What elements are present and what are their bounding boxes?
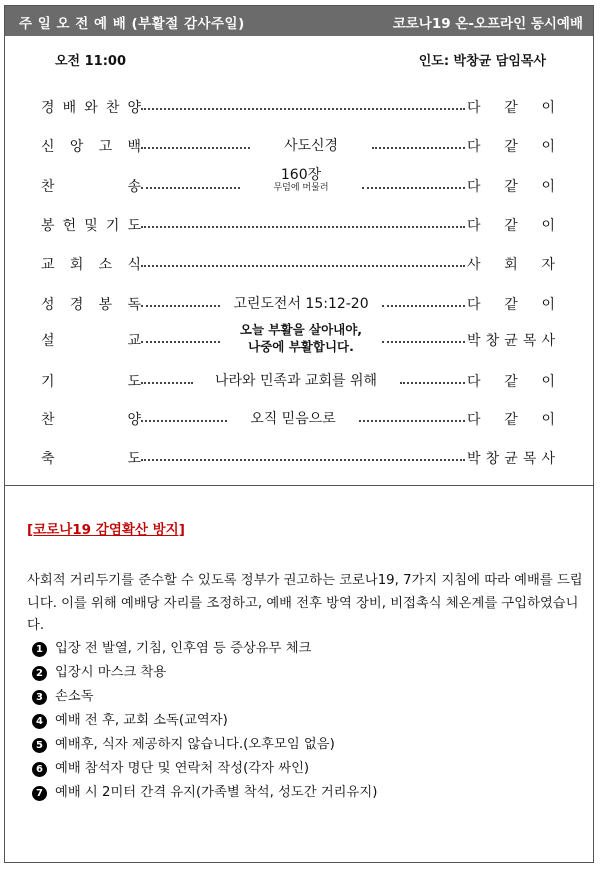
order-item-label: 찬 송 bbox=[41, 179, 141, 195]
order-row bbox=[41, 209, 555, 239]
number-badge-icon: 4 bbox=[32, 714, 47, 729]
dot-leader bbox=[141, 412, 227, 422]
dot-leader bbox=[141, 297, 220, 307]
order-item-person: 박 창 균 목 사 bbox=[467, 451, 555, 467]
dot-leader bbox=[141, 100, 465, 110]
list-item bbox=[32, 661, 592, 685]
order-item-label: 찬 양 bbox=[41, 412, 141, 428]
order-item-detail: 고린도전서 15:12-20 bbox=[233, 296, 369, 312]
number-badge-icon: 6 bbox=[32, 762, 47, 777]
order-item-detail: 오늘 부활을 살아내야, 나중에 부활합니다. bbox=[239, 322, 363, 354]
list-item bbox=[32, 733, 592, 757]
order-item-label: 신 앙 고 백 bbox=[41, 139, 141, 155]
bulletin-header bbox=[5, 6, 593, 36]
order-row bbox=[41, 365, 555, 395]
order-item-label: 설 교 bbox=[41, 333, 141, 349]
order-item-label: 축 도 bbox=[41, 451, 141, 467]
order-item-person: 다 같 이 bbox=[467, 139, 555, 155]
number-badge-icon: 7 bbox=[32, 786, 47, 801]
order-row bbox=[41, 130, 555, 160]
dot-leader bbox=[141, 374, 193, 384]
notice-paragraph: 사회적 거리두기를 준수할 수 있도록 정부가 권고하는 코로나19, 7가지 지침에 따라 예배를 드립니다. 이를 위해 예배당 자리를 조정하고, 예배 전후 방역 장비, 비접촉식 체온계를 구입하였습니다. bbox=[27, 573, 583, 633]
bulletin-sheet bbox=[4, 5, 594, 863]
dot-leader bbox=[362, 179, 465, 189]
order-item-label: 봉 헌 및 기 도 bbox=[41, 218, 141, 234]
dot-leader bbox=[382, 333, 465, 343]
order-item-detail: 사도신경 bbox=[283, 138, 339, 154]
dot-leader bbox=[372, 139, 465, 149]
number-badge-icon: 5 bbox=[32, 738, 47, 753]
list-item bbox=[32, 685, 592, 709]
order-item-person: 다 같 이 bbox=[467, 100, 555, 116]
dot-leader bbox=[400, 374, 466, 384]
rule-text: 예배후, 식자 제공하지 않습니다.(오후모임 없음) bbox=[55, 737, 335, 752]
section-divider bbox=[5, 485, 593, 486]
dot-leader bbox=[141, 257, 465, 267]
order-row bbox=[41, 403, 555, 433]
service-leader: 인도: 박창균 담임목사 bbox=[418, 54, 546, 69]
service-mode: 코로나19 온-오프라인 동시예배 bbox=[392, 16, 583, 32]
list-item bbox=[32, 757, 592, 781]
list-item bbox=[32, 781, 592, 805]
notice-title: [코로나19 감염확산 방지] bbox=[27, 522, 185, 538]
dot-leader bbox=[141, 333, 220, 343]
order-item-label: 교 회 소 식 bbox=[41, 257, 141, 273]
dot-leader bbox=[141, 139, 250, 149]
order-item-person: 박 창 균 목 사 bbox=[467, 333, 555, 349]
rule-text: 입장 전 발열, 기침, 인후염 등 증상유무 체크 bbox=[55, 641, 312, 656]
order-row bbox=[41, 288, 555, 318]
order-item-person: 다 같 이 bbox=[467, 374, 555, 390]
dot-leader bbox=[141, 451, 465, 461]
order-row bbox=[41, 248, 555, 278]
number-badge-icon: 1 bbox=[32, 642, 47, 657]
dot-leader bbox=[359, 412, 465, 422]
rule-text: 예배 참석자 명단 및 연락처 작성(각자 싸인) bbox=[55, 761, 310, 776]
order-item-person: 다 같 이 bbox=[467, 297, 555, 313]
dot-leader bbox=[141, 218, 465, 228]
order-row bbox=[41, 91, 555, 121]
order-item-detail: 나라와 민족과 교회를 위해 bbox=[214, 373, 378, 389]
covid-rules-list bbox=[32, 637, 592, 805]
rule-text: 입장시 마스크 착용 bbox=[55, 665, 167, 680]
order-item-label: 기 도 bbox=[41, 374, 141, 390]
order-item-detail: 160장 무덤에 머물러 bbox=[273, 167, 329, 193]
dot-leader bbox=[382, 297, 465, 307]
order-row bbox=[41, 167, 555, 200]
order-item-label: 경 배 와 찬 양 bbox=[41, 100, 141, 116]
rule-text: 예배 시 2미터 간격 유지(가족별 착석, 성도간 거리유지) bbox=[55, 785, 378, 800]
order-item-person: 다 같 이 bbox=[467, 179, 555, 195]
rule-text: 손소독 bbox=[55, 689, 94, 704]
list-item bbox=[32, 709, 592, 733]
order-row bbox=[41, 442, 555, 472]
order-item-person: 사 회 자 bbox=[467, 257, 555, 273]
number-badge-icon: 2 bbox=[32, 666, 47, 681]
order-item-label: 성 경 봉 독 bbox=[41, 297, 141, 313]
rule-text: 예배 전 후, 교회 소독(교역자) bbox=[55, 713, 228, 728]
dot-leader bbox=[141, 179, 240, 189]
order-row bbox=[41, 324, 555, 354]
number-badge-icon: 3 bbox=[32, 690, 47, 705]
order-item-person: 다 같 이 bbox=[467, 218, 555, 234]
order-item-detail: 오직 믿음으로 bbox=[250, 411, 336, 427]
service-time: 오전 11:00 bbox=[55, 54, 127, 69]
list-item bbox=[32, 637, 592, 661]
service-title: 주 일 오 전 예 배 (부활절 감사주일) bbox=[19, 16, 245, 32]
order-item-person: 다 같 이 bbox=[467, 412, 555, 428]
